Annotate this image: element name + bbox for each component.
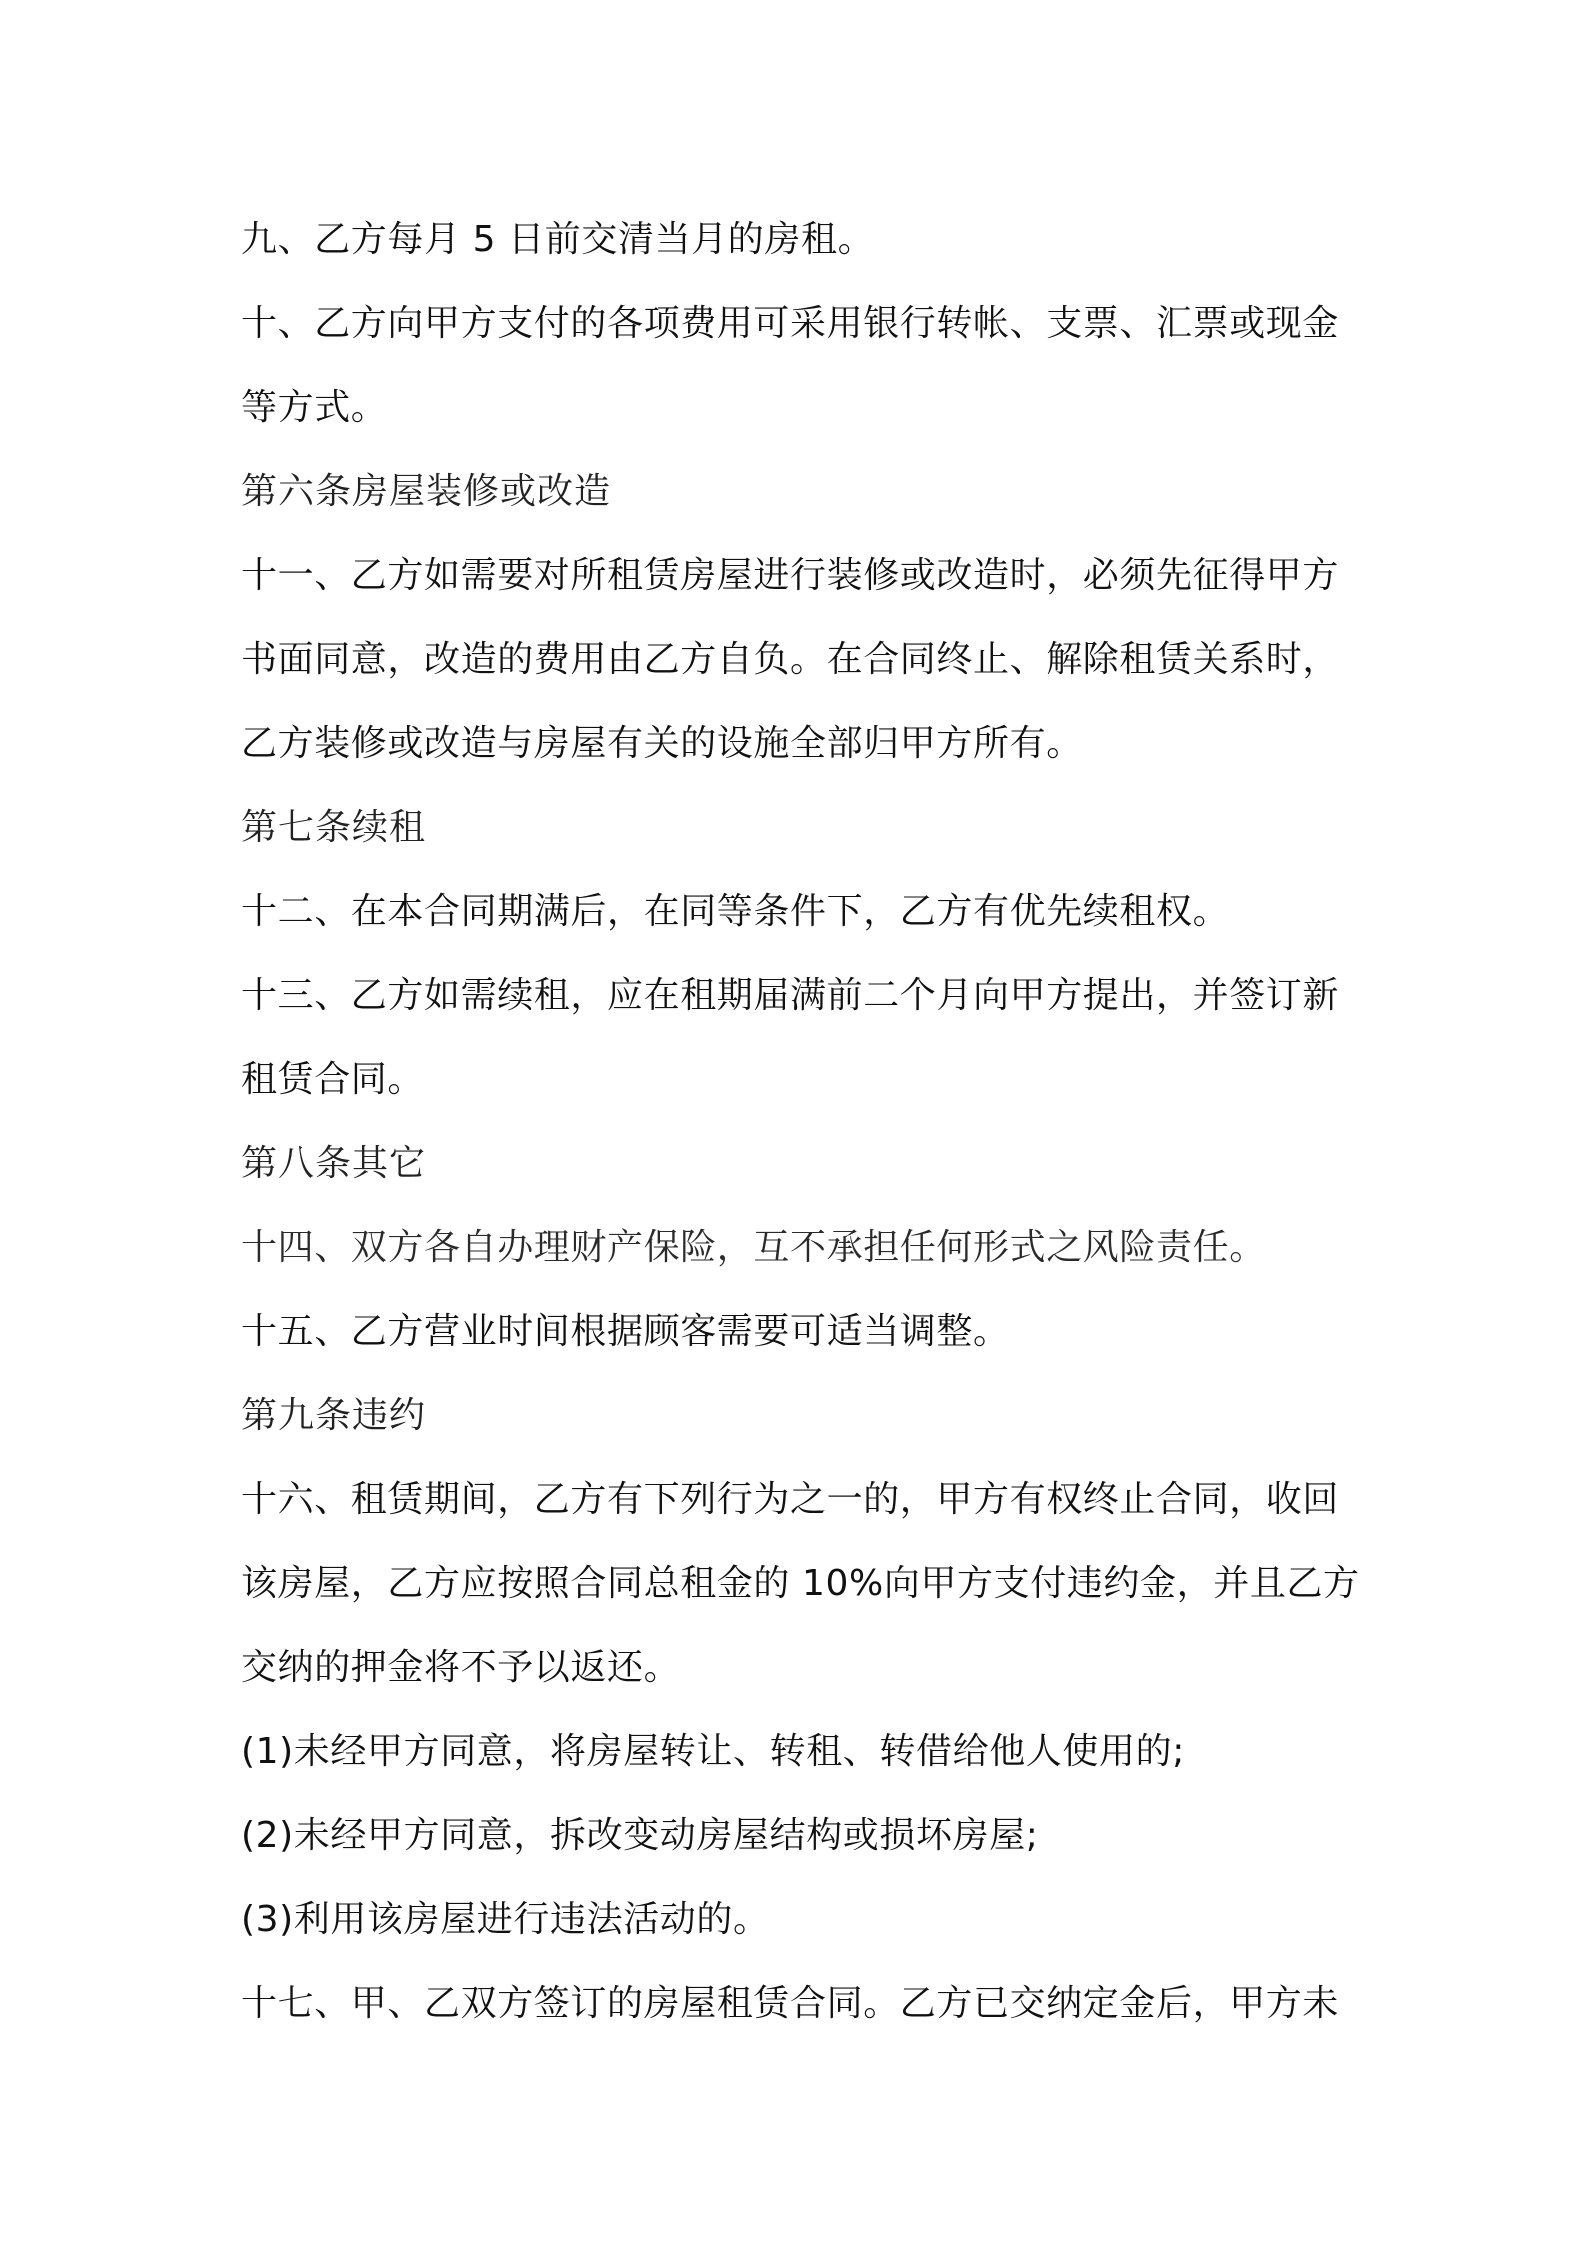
clause-16-item-2: (2)未经甲方同意，拆改变动房屋结构或损坏房屋;: [241, 1815, 1039, 1856]
clause-16-item-1: (1)未经甲方同意，将房屋转让、转租、转借给他人使用的;: [241, 1731, 1185, 1772]
article-8-heading: 第八条其它: [241, 1143, 427, 1184]
clause-17: 十七、甲、乙双方签订的房屋租赁合同。乙方已交纳定金后，甲方未: [241, 1983, 1340, 2024]
clause-15: 十五、乙方营业时间根据顾客需要可适当调整。: [241, 1311, 1010, 1352]
article-9-heading: 第九条违约: [241, 1395, 427, 1436]
clause-10: 十、乙方向甲方支付的各项费用可采用银行转帐、支票、汇票或现金等方式。: [241, 303, 1340, 428]
clause-9: 九、乙方每月 5 日前交清当月的房租。: [241, 219, 875, 260]
clause-13: 十三、乙方如需续租，应在租期届满前二个月向甲方提出，并签订新租赁合同。: [241, 975, 1340, 1100]
article-7-heading: 第七条续租: [241, 807, 427, 848]
clause-16: 十六、租赁期间，乙方有下列行为之一的，甲方有权终止合同，收回该房屋，乙方应按照合同总租金的 10%向甲方支付违约金，并且乙方交纳的押金将不予以返还。: [241, 1479, 1360, 1688]
clause-16-item-3: (3)利用该房屋进行违法活动的。: [241, 1899, 770, 1940]
clause-12: 十二、在本合同期满后，在同等条件下，乙方有优先续租权。: [241, 891, 1230, 932]
document-body: [241, 198, 1365, 2046]
article-6-heading: 第六条房屋装修或改造: [241, 471, 612, 512]
clause-11: 十一、乙方如需要对所租赁房屋进行装修或改造时，必须先征得甲方书面同意，改造的费用由乙方自负。在合同终止、解除租赁关系时，乙方装修或改造与房屋有关的设施全部归甲方所有。: [241, 555, 1340, 764]
clause-14: 十四、双方各自办理财产保险，互不承担任何形式之风险责任。: [241, 1227, 1266, 1268]
